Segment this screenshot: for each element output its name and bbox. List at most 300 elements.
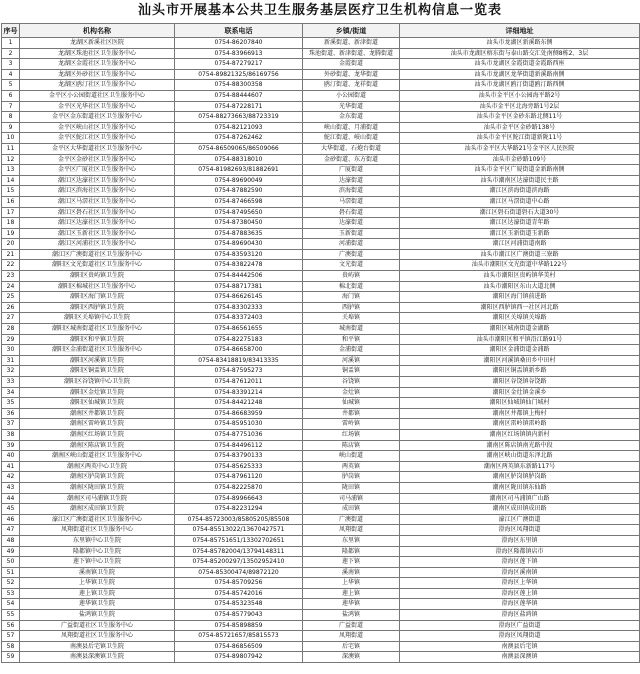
cell-street: 隆都镇 xyxy=(303,546,400,557)
cell-no: 3 xyxy=(2,59,20,70)
table-row xyxy=(2,620,640,631)
cell-no: 20 xyxy=(2,239,20,250)
table-row xyxy=(2,281,640,292)
cell-phone: 0754-82275183 xyxy=(175,334,303,345)
cell-street: 金灶镇 xyxy=(303,387,400,398)
cell-address: 汕头市金砂路109号 xyxy=(400,154,640,165)
table-row xyxy=(2,631,640,642)
cell-phone: 0754-81982693/81882691 xyxy=(175,165,303,176)
table-row xyxy=(2,154,640,165)
cell-address: 潮阳区仙城镇仙门城村 xyxy=(400,398,640,409)
cell-name: 潮江区玉新社区卫生服务中心 xyxy=(20,228,175,239)
cell-phone: 0754-86658700 xyxy=(175,345,303,356)
table-row xyxy=(2,143,640,154)
cell-phone: 0754-84496112 xyxy=(175,440,303,451)
cell-name: 金平区光华社区卫生服务中心 xyxy=(20,101,175,112)
cell-no: 32 xyxy=(2,366,20,377)
cell-address: 汕头市龙湖区金霞街道金霞路西座 xyxy=(400,59,640,70)
cell-street: 光华街道 xyxy=(303,101,400,112)
cell-name: 潮阳区西胪镇卫生院 xyxy=(20,302,175,313)
cell-street: 海门镇 xyxy=(303,292,400,303)
cell-address: 汕头市潮阳区和平镇沿江路91号 xyxy=(400,334,640,345)
cell-phone: 0754-83790133 xyxy=(175,451,303,462)
cell-name: 龙湖区鸥汀社区卫生服务中心 xyxy=(20,80,175,91)
cell-phone: 0754-86683959 xyxy=(175,408,303,419)
table-row xyxy=(2,218,640,229)
cell-no: 2 xyxy=(2,48,20,59)
cell-no: 34 xyxy=(2,387,20,398)
table-body xyxy=(2,38,640,663)
cell-address: 潮阳区西胪镇西一社区河北路 xyxy=(400,302,640,313)
table-row xyxy=(2,610,640,621)
cell-address: 潮江区滨海街道滨海路 xyxy=(400,186,640,197)
cell-no: 43 xyxy=(2,482,20,493)
cell-phone: 0754-88444607 xyxy=(175,90,303,101)
column-header-address: 详细地址 xyxy=(400,24,640,38)
cell-name: 潮南区红场镇卫生院 xyxy=(20,429,175,440)
cell-phone: 0754-87595273 xyxy=(175,366,303,377)
cell-no: 33 xyxy=(2,377,20,388)
cell-street: 铜盂镇 xyxy=(303,366,400,377)
cell-no: 19 xyxy=(2,228,20,239)
cell-phone: 0754-87961120 xyxy=(175,472,303,483)
cell-no: 45 xyxy=(2,504,20,515)
cell-address: 潮江区达濠街道青年路 xyxy=(400,218,640,229)
table-row xyxy=(2,440,640,451)
cell-phone: 0754-83966913 xyxy=(175,48,303,59)
cell-no: 53 xyxy=(2,588,20,599)
cell-no: 16 xyxy=(2,196,20,207)
cell-address: 汕头市金平区金砂东路北侧11号 xyxy=(400,112,640,123)
table-row xyxy=(2,59,640,70)
cell-street: 雷岭镇 xyxy=(303,419,400,430)
cell-street: 关埠镇 xyxy=(303,313,400,324)
cell-street: 马滘街道 xyxy=(303,196,400,207)
cell-no: 48 xyxy=(2,535,20,546)
cell-no: 14 xyxy=(2,175,20,186)
cell-name: 潮阳区文光街道社区卫生服务中心 xyxy=(20,260,175,271)
cell-address: 潮南区红场镇镇内新村 xyxy=(400,429,640,440)
table-row xyxy=(2,271,640,282)
cell-address: 潮阳区铜盂镇新乡路 xyxy=(400,366,640,377)
cell-address: 汕头市金平区小公园海平路2号 xyxy=(400,90,640,101)
cell-phone: 0754-89966643 xyxy=(175,493,303,504)
cell-no: 15 xyxy=(2,186,20,197)
cell-name: 濠江区广澳街道社区卫生服务中心 xyxy=(20,514,175,525)
cell-address: 汕头市潮阳区贵屿镇华美村 xyxy=(400,271,640,282)
cell-address: 潮南区陈店镇南光路中段 xyxy=(400,440,640,451)
cell-phone: 0754-85723003/85805205/85508 xyxy=(175,514,303,525)
cell-street: 胪岗镇 xyxy=(303,472,400,483)
cell-name: 潮江区广澳街道社区卫生服务中心 xyxy=(20,249,175,260)
cell-street: 司马浦镇 xyxy=(303,493,400,504)
cell-street: 井都镇 xyxy=(303,408,400,419)
cell-no: 17 xyxy=(2,207,20,218)
cell-no: 31 xyxy=(2,355,20,366)
table-row xyxy=(2,525,640,536)
table-row xyxy=(2,334,640,345)
cell-street: 盐鸿镇 xyxy=(303,610,400,621)
cell-name: 南澳县深澳镇卫生院 xyxy=(20,652,175,663)
cell-name: 龙湖区金霞社区卫生服务中心 xyxy=(20,59,175,70)
cell-street: 莲上镇 xyxy=(303,588,400,599)
cell-name: 龙湖区新溪社区医院 xyxy=(20,38,175,49)
cell-name: 南澳县后宅镇卫生院 xyxy=(20,641,175,652)
cell-street: 莲华镇 xyxy=(303,599,400,610)
table-row xyxy=(2,535,640,546)
cell-no: 56 xyxy=(2,620,20,631)
cell-phone: 0754-85513022/13670427571 xyxy=(175,525,303,536)
cell-no: 7 xyxy=(2,101,20,112)
cell-street: 鮀江街道、岐山街道 xyxy=(303,133,400,144)
cell-name: 潮江区河浦社区卫生服务中心 xyxy=(20,239,175,250)
cell-address: 南澳县深澳镇 xyxy=(400,652,640,663)
table-row xyxy=(2,504,640,515)
cell-no: 23 xyxy=(2,271,20,282)
table-row xyxy=(2,557,640,568)
cell-no: 38 xyxy=(2,429,20,440)
cell-address: 潮阳区金灶镇金溪乡 xyxy=(400,387,640,398)
cell-name: 莲下镇中心卫生院 xyxy=(20,557,175,568)
cell-street: 达濠街道 xyxy=(303,175,400,186)
cell-name: 金平区金东街道社区卫生服务中心 xyxy=(20,112,175,123)
cell-phone: 0754-88318010 xyxy=(175,154,303,165)
cell-street: 峡山街道 xyxy=(303,451,400,462)
cell-name: 潮阳区金灶镇卫生院 xyxy=(20,387,175,398)
cell-name: 龙湖区珠池社区卫生服务中心 xyxy=(20,48,175,59)
cell-street: 成田镇 xyxy=(303,504,400,515)
cell-name: 潮阳区贵屿镇卫生院 xyxy=(20,271,175,282)
cell-address: 潮江区河浦街道南路 xyxy=(400,239,640,250)
table-row xyxy=(2,366,640,377)
table-row xyxy=(2,588,640,599)
cell-no: 6 xyxy=(2,90,20,101)
cell-phone: 0754-85300474/89872120 xyxy=(175,567,303,578)
cell-no: 8 xyxy=(2,112,20,123)
table-row xyxy=(2,101,640,112)
cell-address: 潮江区玉新街道玉新路 xyxy=(400,228,640,239)
table-row xyxy=(2,80,640,91)
cell-no: 21 xyxy=(2,249,20,260)
cell-name: 潮江区滨海社区卫生服务中心 xyxy=(20,186,175,197)
cell-street: 文光街道 xyxy=(303,260,400,271)
cell-phone: 0754-85782004/13794148311 xyxy=(175,546,303,557)
cell-street: 棉北街道 xyxy=(303,281,400,292)
cell-street: 陈店镇 xyxy=(303,440,400,451)
cell-name: 潮阳区和平镇卫生院 xyxy=(20,334,175,345)
cell-address: 潮阳区金浦街道金浦路 xyxy=(400,345,640,356)
cell-no: 24 xyxy=(2,281,20,292)
cell-street: 红场镇 xyxy=(303,429,400,440)
cell-name: 潮南区司马浦镇卫生院 xyxy=(20,493,175,504)
cell-address: 濠江区广澳街道 xyxy=(400,514,640,525)
cell-no: 28 xyxy=(2,324,20,335)
cell-name: 潮江区达濠社区卫生服务中心 xyxy=(20,218,175,229)
cell-phone: 0754-87751036 xyxy=(175,429,303,440)
table-row xyxy=(2,249,640,260)
cell-street: 广澳街道 xyxy=(303,249,400,260)
cell-phone: 0754-86626145 xyxy=(175,292,303,303)
cell-no: 29 xyxy=(2,334,20,345)
cell-street: 达濠街道 xyxy=(303,218,400,229)
cell-name: 凤翔街道社区卫生服务中心 xyxy=(20,525,175,536)
cell-phone: 0754-85200297/13502952410 xyxy=(175,557,303,568)
table-row xyxy=(2,292,640,303)
table-row xyxy=(2,514,640,525)
cell-phone: 0754-83593120 xyxy=(175,249,303,260)
cell-address: 潮南区司马浦镇广山路 xyxy=(400,493,640,504)
table-row xyxy=(2,90,640,101)
cell-phone: 0754-85779043 xyxy=(175,610,303,621)
cell-address: 潮南区峡山街道东泽北路 xyxy=(400,451,640,462)
cell-address: 潮阳区海门镇前进路 xyxy=(400,292,640,303)
cell-address: 汕头市潮江区广澳街道三寮路 xyxy=(400,249,640,260)
cell-phone: 0754-85721657/85815573 xyxy=(175,631,303,642)
table-header-row xyxy=(2,24,640,38)
table-row xyxy=(2,228,640,239)
cell-address: 澄海区凤翔街道 xyxy=(400,525,640,536)
cell-phone: 0754-83418819/83413335 xyxy=(175,355,303,366)
cell-no: 35 xyxy=(2,398,20,409)
cell-no: 27 xyxy=(2,313,20,324)
cell-phone: 0754-88273663/88723319 xyxy=(175,112,303,123)
cell-phone: 0754-89690430 xyxy=(175,239,303,250)
cell-name: 潮阳区金浦街道社区卫生服务中心 xyxy=(20,345,175,356)
cell-no: 22 xyxy=(2,260,20,271)
cell-street: 外砂街道、龙华街道 xyxy=(303,69,400,80)
cell-street: 深澳镇 xyxy=(303,652,400,663)
cell-address: 汕头市潮阳区东山大道北侧 xyxy=(400,281,640,292)
cell-street: 溪南镇 xyxy=(303,567,400,578)
column-header-name: 机构名称 xyxy=(20,24,175,38)
cell-address: 澄海区东里镇 xyxy=(400,535,640,546)
cell-name: 潮阳区谷饶镇中心卫生院 xyxy=(20,377,175,388)
cell-name: 凤翔街道社区卫生服务中心 xyxy=(20,631,175,642)
cell-name: 溪南镇卫生院 xyxy=(20,567,175,578)
cell-address: 汕头市龙湖区新溪路东侧 xyxy=(400,38,640,49)
cell-no: 46 xyxy=(2,514,20,525)
cell-address: 澄海区上华镇 xyxy=(400,578,640,589)
cell-phone: 0754-83391214 xyxy=(175,387,303,398)
cell-no: 12 xyxy=(2,154,20,165)
cell-no: 1 xyxy=(2,38,20,49)
cell-address: 潮江区马滘街道中心路 xyxy=(400,196,640,207)
cell-phone: 0754-87882590 xyxy=(175,186,303,197)
table-row xyxy=(2,122,640,133)
cell-no: 59 xyxy=(2,652,20,663)
cell-name: 龙湖区外砂社区卫生服务中心 xyxy=(20,69,175,80)
cell-street: 西胪镇 xyxy=(303,302,400,313)
cell-street: 广澳街道 xyxy=(303,514,400,525)
cell-address: 汕头市金平区大华路21号金平区人民医院 xyxy=(400,143,640,154)
cell-street: 陇田镇 xyxy=(303,482,400,493)
cell-phone: 0754-84421248 xyxy=(175,398,303,409)
table-row xyxy=(2,165,640,176)
cell-street: 莲下镇 xyxy=(303,557,400,568)
cell-street: 两英镇 xyxy=(303,461,400,472)
table-row xyxy=(2,38,640,49)
cell-address: 澄海区莲华镇 xyxy=(400,599,640,610)
cell-street: 城南街道 xyxy=(303,324,400,335)
table-row xyxy=(2,239,640,250)
cell-name: 潮南区陈店镇卫生院 xyxy=(20,440,175,451)
cell-no: 55 xyxy=(2,610,20,621)
table-row xyxy=(2,313,640,324)
cell-phone: 0754-82225870 xyxy=(175,482,303,493)
cell-address: 汕头市潮南区达濠街道民主路 xyxy=(400,175,640,186)
cell-address: 汕头市金平区北海旁路1号2层 xyxy=(400,101,640,112)
cell-phone: 0754-85951030 xyxy=(175,419,303,430)
cell-name: 隆都镇中心卫生院 xyxy=(20,546,175,557)
cell-street: 大华街道、石炮台街道 xyxy=(303,143,400,154)
cell-no: 40 xyxy=(2,451,20,462)
cell-street: 滨海街道 xyxy=(303,186,400,197)
table-row xyxy=(2,302,640,313)
cell-name: 金平区小公园街道社区卫生服务中心 xyxy=(20,90,175,101)
cell-phone: 0754-87495650 xyxy=(175,207,303,218)
cell-no: 39 xyxy=(2,440,20,451)
cell-no: 18 xyxy=(2,218,20,229)
table-row xyxy=(2,408,640,419)
table-row xyxy=(2,324,640,335)
table-row xyxy=(2,377,640,388)
cell-street: 金砂街道、东方街道 xyxy=(303,154,400,165)
cell-address: 潮阳区谷饶镇谷饶路 xyxy=(400,377,640,388)
cell-address: 澄海区莲上镇 xyxy=(400,588,640,599)
cell-phone: 0754-87279217 xyxy=(175,59,303,70)
cell-no: 37 xyxy=(2,419,20,430)
table-row xyxy=(2,387,640,398)
cell-no: 4 xyxy=(2,69,20,80)
cell-address: 澄海区莲下镇 xyxy=(400,557,640,568)
cell-address: 潮南区胪岗镇胪岗路 xyxy=(400,472,640,483)
cell-no: 44 xyxy=(2,493,20,504)
cell-street: 金霞街道 xyxy=(303,59,400,70)
cell-phone: 0754-87612011 xyxy=(175,377,303,388)
cell-street: 河溪镇 xyxy=(303,355,400,366)
table-row xyxy=(2,482,640,493)
cell-phone: 0754-87262462 xyxy=(175,133,303,144)
cell-no: 47 xyxy=(2,525,20,536)
table-row xyxy=(2,546,640,557)
cell-no: 57 xyxy=(2,631,20,642)
cell-name: 金平区大华街道社区卫生服务中心 xyxy=(20,143,175,154)
cell-name: 金平区金砂社区卫生服务中心 xyxy=(20,154,175,165)
cell-phone: 0754-83822478 xyxy=(175,260,303,271)
cell-phone: 0754-85751651/13302702651 xyxy=(175,535,303,546)
cell-address: 澄海区隆都镇店市 xyxy=(400,546,640,557)
cell-street: 峡山街道、月浦街道 xyxy=(303,122,400,133)
cell-address: 澄海区广益街道 xyxy=(400,620,640,631)
cell-name: 潮阳区铜盂镇卫生院 xyxy=(20,366,175,377)
cell-name: 潮南区雷岭镇卫生院 xyxy=(20,419,175,430)
cell-name: 金平区鮀江社区卫生服务中心 xyxy=(20,133,175,144)
cell-no: 58 xyxy=(2,641,20,652)
table-row xyxy=(2,652,640,663)
cell-street: 后宅镇 xyxy=(303,641,400,652)
table-row xyxy=(2,599,640,610)
cell-address: 汕头市金平区广厦街道金新路南侧 xyxy=(400,165,640,176)
column-header-phone: 联系电话 xyxy=(175,24,303,38)
cell-no: 51 xyxy=(2,567,20,578)
cell-no: 11 xyxy=(2,143,20,154)
table-row xyxy=(2,567,640,578)
cell-phone: 0754-86509065/86509066 xyxy=(175,143,303,154)
cell-street: 广益街道 xyxy=(303,620,400,631)
institution-table xyxy=(1,23,640,663)
table-row xyxy=(2,69,640,80)
cell-name: 潮南区井都镇卫生院 xyxy=(20,408,175,419)
table-row xyxy=(2,207,640,218)
cell-address: 潮阳区城南街道金湖路 xyxy=(400,324,640,335)
cell-phone: 0754-89821325/86169756 xyxy=(175,69,303,80)
cell-address: 汕头市潮阳区文光街道中华路122号 xyxy=(400,260,640,271)
cell-phone: 0754-87883635 xyxy=(175,228,303,239)
cell-address: 潮南区成田镇成田路 xyxy=(400,504,640,515)
table-row xyxy=(2,578,640,589)
cell-no: 50 xyxy=(2,557,20,568)
cell-phone: 0754-85709256 xyxy=(175,578,303,589)
cell-name: 潮阳区海门镇卫生院 xyxy=(20,292,175,303)
cell-no: 25 xyxy=(2,292,20,303)
cell-name: 潮阳区关埠镇中心卫生院 xyxy=(20,313,175,324)
cell-name: 潮阳区棉城社区卫生服务中心 xyxy=(20,281,175,292)
cell-name: 潮江区达濠社区卫生服务中心 xyxy=(20,175,175,186)
cell-address: 潮南区两英镇东新路117号 xyxy=(400,461,640,472)
cell-phone: 0754-87380450 xyxy=(175,218,303,229)
table-row xyxy=(2,398,640,409)
table-row xyxy=(2,196,640,207)
cell-address: 潮南区陇田镇东仙路 xyxy=(400,482,640,493)
cell-name: 盐鸿镇卫生院 xyxy=(20,610,175,621)
table-row xyxy=(2,451,640,462)
cell-no: 49 xyxy=(2,546,20,557)
cell-street: 谷饶镇 xyxy=(303,377,400,388)
table-row xyxy=(2,112,640,123)
cell-name: 潮南区峡山街道社区卫生服务中心 xyxy=(20,451,175,462)
cell-no: 26 xyxy=(2,302,20,313)
cell-name: 潮阳区河溪镇卫生院 xyxy=(20,355,175,366)
table-row xyxy=(2,461,640,472)
cell-phone: 0754-87228171 xyxy=(175,101,303,112)
cell-name: 潮南区陇田镇卫生院 xyxy=(20,482,175,493)
cell-name: 上华镇卫生院 xyxy=(20,578,175,589)
cell-no: 36 xyxy=(2,408,20,419)
cell-no: 52 xyxy=(2,578,20,589)
cell-address: 澄海区凤翔街道 xyxy=(400,631,640,642)
cell-name: 东里镇中心卫生院 xyxy=(20,535,175,546)
cell-name: 金平区广厦社区卫生服务中心 xyxy=(20,165,175,176)
cell-phone: 0754-89807942 xyxy=(175,652,303,663)
cell-name: 莲华镇卫生院 xyxy=(20,599,175,610)
table-row xyxy=(2,355,640,366)
cell-address: 潮阳区关埠镇关埠路 xyxy=(400,313,640,324)
cell-name: 潮南区胪岗镇卫生院 xyxy=(20,472,175,483)
cell-street: 和平镇 xyxy=(303,334,400,345)
cell-phone: 0754-85323548 xyxy=(175,599,303,610)
cell-name: 金平区峡山社区卫生服务中心 xyxy=(20,122,175,133)
cell-street: 新溪街道、新津街道 xyxy=(303,38,400,49)
table-row xyxy=(2,48,640,59)
cell-no: 42 xyxy=(2,472,20,483)
cell-address: 澄海区盐鸿镇 xyxy=(400,610,640,621)
cell-street: 金浦街道 xyxy=(303,345,400,356)
cell-no: 30 xyxy=(2,345,20,356)
cell-street: 珠池街道、新津街道、龙腾街道 xyxy=(303,48,400,59)
cell-no: 13 xyxy=(2,165,20,176)
column-header-no: 序号 xyxy=(2,24,20,38)
cell-no: 54 xyxy=(2,599,20,610)
